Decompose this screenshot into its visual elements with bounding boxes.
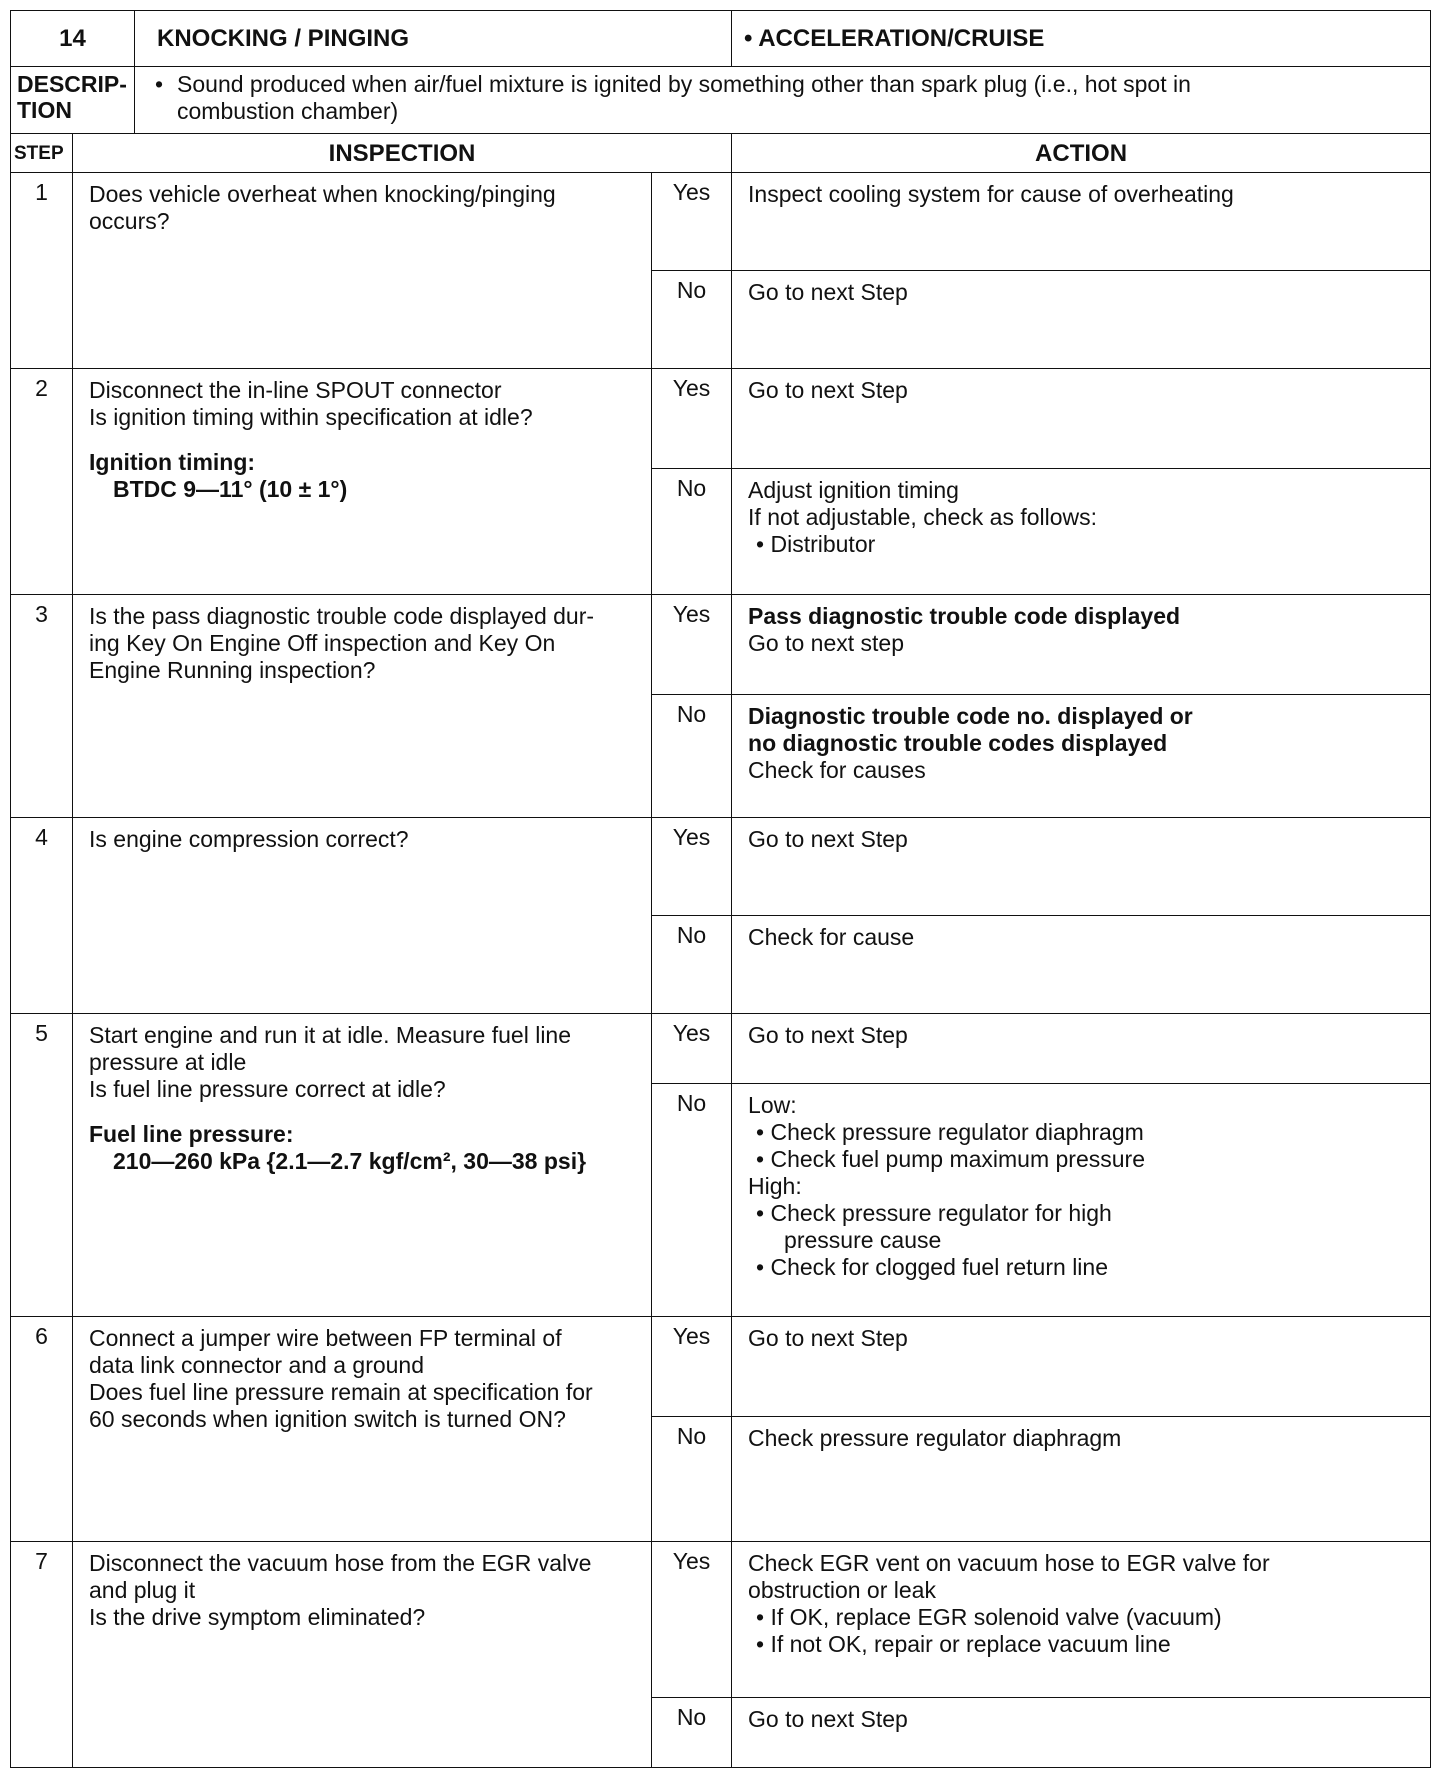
no-action: Go to next Step bbox=[732, 1698, 1431, 1768]
yes-action: Go to next Step bbox=[732, 369, 1431, 469]
no-action: Adjust ignition timing If not adjustable, check as follows: • Distributor bbox=[732, 469, 1431, 595]
no-label: No bbox=[652, 1417, 732, 1542]
column-header-row bbox=[11, 134, 1431, 173]
action-column-header: ACTION bbox=[732, 134, 1431, 173]
step-inspection: Disconnect the vacuum hose from the EGR valve and plug it Is the drive symptom eliminated? bbox=[73, 1542, 652, 1768]
no-label: No bbox=[652, 271, 732, 369]
no-label: No bbox=[652, 1084, 732, 1317]
no-action: Check pressure regulator diaphragm bbox=[732, 1417, 1431, 1542]
spec-title: Ignition timing: bbox=[89, 449, 256, 475]
yes-action: Go to next Step bbox=[732, 1317, 1431, 1417]
yes-action: Pass diagnostic trouble code displayed Go to next step bbox=[732, 595, 1431, 695]
step-number: 5 bbox=[11, 1014, 73, 1317]
step-number: 7 bbox=[11, 1542, 73, 1768]
spec-title: Fuel line pressure: bbox=[89, 1121, 294, 1147]
spec-value: 210—260 kPa {2.1—2.7 kgf/cm², 30—38 psi} bbox=[113, 1148, 587, 1174]
step-number: 3 bbox=[11, 595, 73, 818]
no-label: No bbox=[652, 695, 732, 818]
yes-action: Inspect cooling system for cause of overheating bbox=[732, 173, 1431, 271]
step-inspection: Disconnect the in-line SPOUT connector Is ignition timing within specification at idle? Ignition timing: BTDC 9—11° (10 ± 1°) bbox=[73, 369, 652, 595]
step-number: 6 bbox=[11, 1317, 73, 1542]
step-inspection: Connect a jumper wire between FP terminal of data link connector and a ground Does fuel line pressure remain at specification for 60 seconds when ignition switch is turned ON? bbox=[73, 1317, 652, 1542]
yes-action: Go to next Step bbox=[732, 818, 1431, 916]
yes-label: Yes bbox=[652, 1542, 732, 1698]
yes-label: Yes bbox=[652, 818, 732, 916]
yes-label: Yes bbox=[652, 369, 732, 469]
symptom-condition: • ACCELERATION/CRUISE bbox=[732, 11, 1431, 67]
symptom-title: KNOCKING / PINGING bbox=[135, 11, 732, 67]
yes-action: Check EGR vent on vacuum hose to EGR valve for obstruction or leak • If OK, replace EGR solenoid valve (vacuum) • If not OK, repair or replace vacuum line bbox=[732, 1542, 1431, 1698]
step-inspection: Does vehicle overheat when knocking/pinging occurs? bbox=[73, 173, 652, 369]
yes-action: Go to next Step bbox=[732, 1014, 1431, 1084]
spec-value: BTDC 9—11° (10 ± 1°) bbox=[113, 476, 348, 502]
no-action: Check for cause bbox=[732, 916, 1431, 1014]
step-inspection: Is the pass diagnostic trouble code displayed dur- ing Key On Engine Off inspection and Key On Engine Running inspection? bbox=[73, 595, 652, 818]
no-label: No bbox=[652, 1698, 732, 1768]
step-inspection: Is engine compression correct? bbox=[73, 818, 652, 1014]
table-row bbox=[11, 595, 1431, 695]
no-label: No bbox=[652, 469, 732, 595]
description-label: DESCRIP- TION bbox=[11, 67, 135, 134]
yes-label: Yes bbox=[652, 595, 732, 695]
step-inspection: Start engine and run it at idle. Measure fuel line pressure at idle Is fuel line pressure correct at idle? Fuel line pressure: 210—260 kPa {2.1—2.7 kgf/cm², 30—38 psi} bbox=[73, 1014, 652, 1317]
troubleshooting-page bbox=[10, 10, 1430, 1774]
no-action: Go to next Step bbox=[732, 271, 1431, 369]
yes-label: Yes bbox=[652, 173, 732, 271]
yes-label: Yes bbox=[652, 1014, 732, 1084]
step-column-header: STEP bbox=[11, 134, 73, 173]
description-text: • Sound produced when air/fuel mixture is ignited by something other than spark plug (i.e., hot spot in combustion chamber) bbox=[135, 67, 1431, 134]
description-row bbox=[11, 67, 1431, 134]
symptom-number: 14 bbox=[11, 11, 135, 67]
no-action: Diagnostic trouble code no. displayed or no diagnostic trouble codes displayed Check for causes bbox=[732, 695, 1431, 818]
header-row bbox=[11, 11, 1431, 67]
yes-label: Yes bbox=[652, 1317, 732, 1417]
no-label: No bbox=[652, 916, 732, 1014]
table-row bbox=[11, 1317, 1431, 1417]
step-number: 2 bbox=[11, 369, 73, 595]
table-row bbox=[11, 1014, 1431, 1084]
diagnostic-table bbox=[10, 10, 1431, 1768]
step-number: 1 bbox=[11, 173, 73, 369]
table-row bbox=[11, 369, 1431, 469]
table-row bbox=[11, 1542, 1431, 1698]
inspection-column-header: INSPECTION bbox=[73, 134, 732, 173]
table-row bbox=[11, 173, 1431, 271]
no-action: Low: • Check pressure regulator diaphragm • Check fuel pump maximum pressure High: • Check pressure regulator for high pressure cause • Check for clogged fuel return line bbox=[732, 1084, 1431, 1317]
table-row bbox=[11, 818, 1431, 916]
step-number: 4 bbox=[11, 818, 73, 1014]
